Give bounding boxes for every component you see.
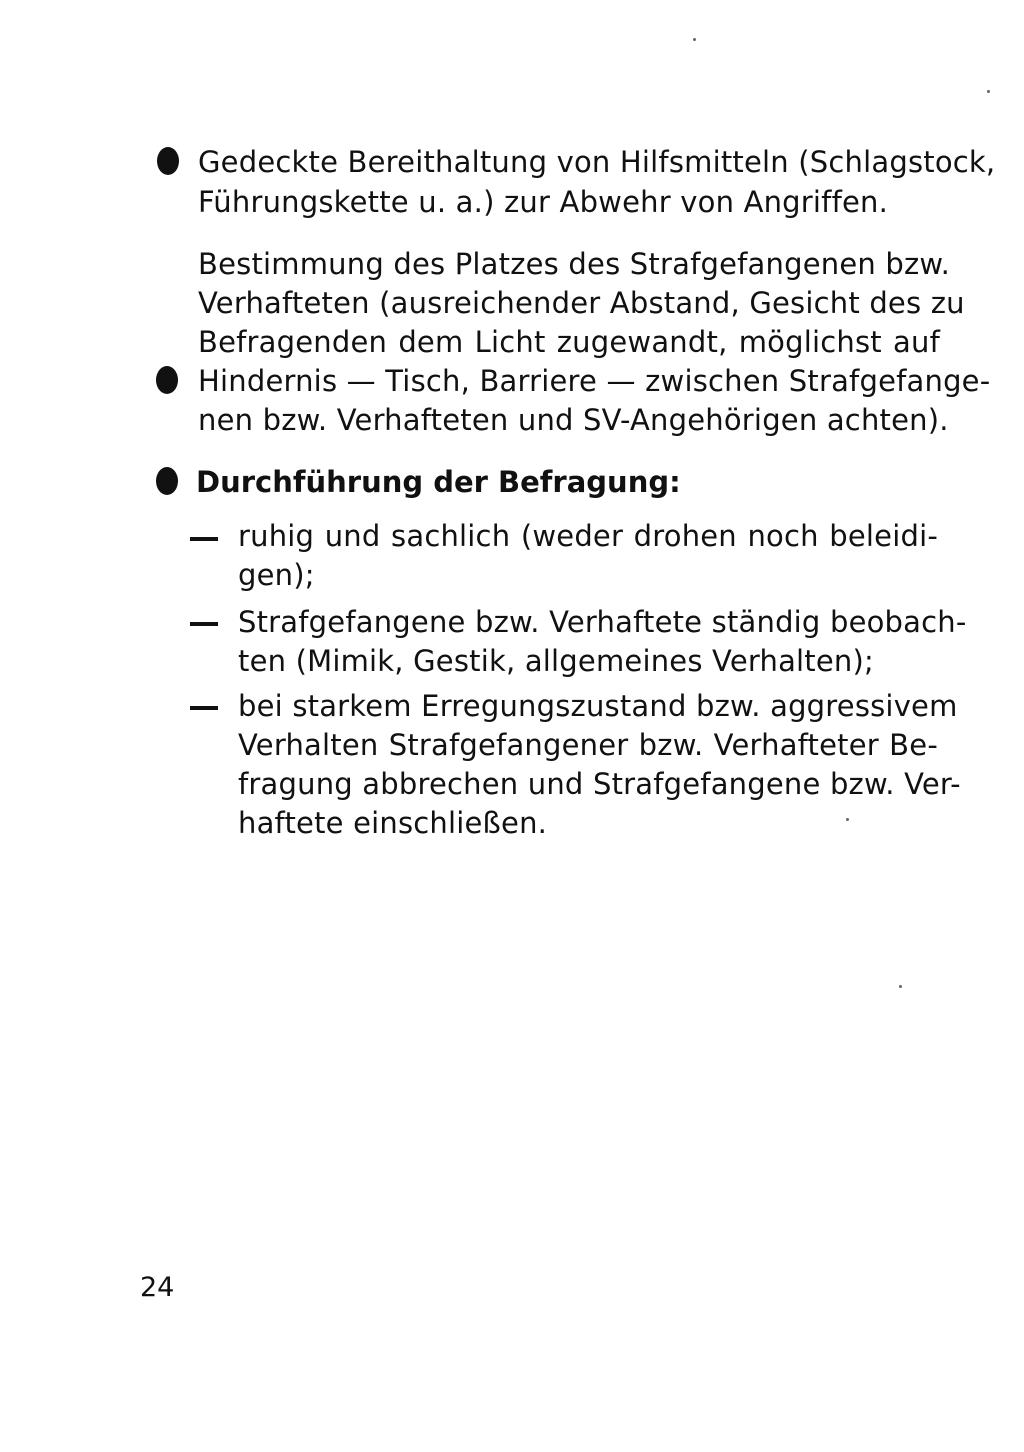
list-item-line: ruhig und sachlich (weder drohen noch beleidi- [238, 519, 938, 553]
list-item-line: bei starkem Erregungszustand bzw. aggressivem [238, 689, 958, 723]
text-line: Befragenden dem Licht zugewandt, möglichst auf [198, 325, 940, 359]
bullet-point-icon [157, 147, 179, 175]
bullet-point-icon [156, 467, 178, 495]
text-line: Verhafteten (ausreichender Abstand, Gesicht des zu [198, 286, 965, 320]
scan-speck [846, 818, 849, 821]
list-item-line: fragung abbrechen und Strafgefangene bzw. Ver- [238, 767, 961, 801]
text-line: nen bzw. Verhafteten und SV-Angehörigen achten). [198, 403, 949, 437]
dash-bullet-icon [190, 537, 218, 541]
list-item-line: Strafgefangene bzw. Verhaftete ständig beobach- [238, 605, 967, 639]
text-line: Gedeckte Bereithaltung von Hilfsmitteln (Schlagstock, [198, 145, 996, 179]
dash-bullet-icon [190, 622, 218, 626]
text-line: Hindernis — Tisch, Barriere — zwischen Strafgefange- [198, 364, 991, 398]
list-item-line: haftete einschließen. [238, 806, 548, 840]
text-line: Führungskette u. a.) zur Abwehr von Angriffen. [198, 185, 889, 219]
list-item-line: ten (Mimik, Gestik, allgemeines Verhalten); [238, 644, 874, 678]
list-item-line: gen); [238, 558, 315, 592]
text-line: Bestimmung des Platzes des Strafgefangenen bzw. [198, 247, 951, 281]
page-number: 24 [140, 1272, 175, 1303]
list-item-line: Verhalten Strafgefangener bzw. Verhafteter Be- [238, 728, 938, 762]
bullet-point-icon [156, 366, 178, 394]
scan-speck [899, 985, 902, 988]
dash-bullet-icon [190, 706, 218, 710]
scan-speck [693, 38, 696, 41]
scan-speck [987, 90, 990, 93]
section-heading: Durchführung der Befragung: [196, 465, 681, 499]
